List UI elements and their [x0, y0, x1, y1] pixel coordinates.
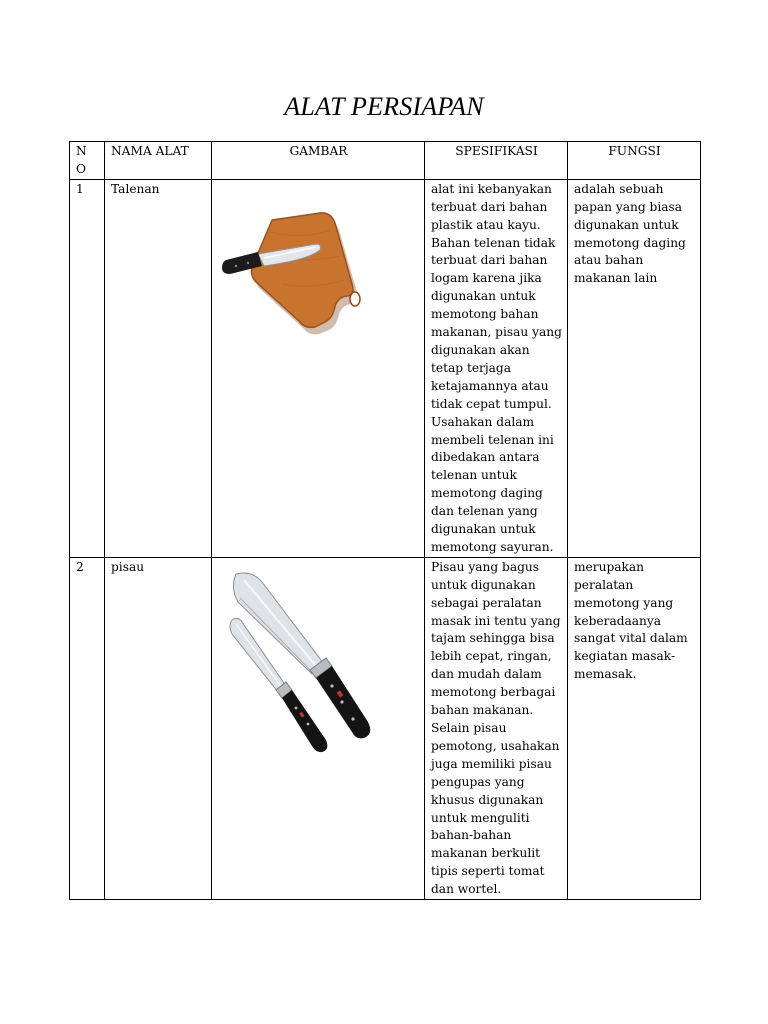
equipment-table — [69, 141, 701, 900]
tool-name: pisau — [105, 557, 212, 899]
page-title: ALAT PERSIAPAN — [284, 92, 484, 121]
tool-image-cell — [212, 179, 425, 557]
table-header-row — [70, 142, 701, 180]
cutting-board-knife-image — [212, 180, 372, 380]
tool-name: Talenan — [105, 179, 212, 557]
row-number: 1 — [70, 179, 105, 557]
tool-specification: alat ini kebanyakan terbuat dari bahan plastik atau kayu. Bahan telenan tidak terbuat dari bahan logam karena jika digunakan untuk memotong bahan makanan, pisau yang digunakan akan tetap terjaga ketajamannya atau tidak cepat tumpul. Usahakan dalam membeli telenan ini dibedakan antara telenan untuk memotong daging dan telenan yang digunakan untuk memotong sayuran. — [425, 179, 568, 557]
header-nama-alat: NAMA ALAT — [105, 142, 212, 180]
table-row — [70, 557, 701, 899]
tool-image-cell — [212, 557, 425, 899]
header-spesifikasi: SPESIFIKASI — [425, 142, 568, 180]
header-gambar: GAMBAR — [212, 142, 425, 180]
tool-function: merupakan peralatan memotong yang keberadaanya sangat vital dalam kegiatan masak-memasak. — [568, 557, 701, 899]
two-knives-image — [212, 558, 382, 763]
tool-specification: Pisau yang bagus untuk digunakan sebagai peralatan masak ini tentu yang tajam sehingga bisa lebih cepat, ringan, dan mudah dalam memotong berbagai bahan makanan. Selain pisau pemotong, usahakan juga memiliki pisau pengupas yang khusus digunakan untuk menguliti bahan-bahan makanan berkulit tipis seperti tomat dan wortel. — [425, 557, 568, 899]
header-no: N O — [70, 142, 105, 180]
header-fungsi: FUNGSI — [568, 142, 701, 180]
tool-function: adalah sebuah papan yang biasa digunakan untuk memotong daging atau bahan makanan lain — [568, 179, 701, 557]
table-row — [70, 179, 701, 557]
row-number: 2 — [70, 557, 105, 899]
